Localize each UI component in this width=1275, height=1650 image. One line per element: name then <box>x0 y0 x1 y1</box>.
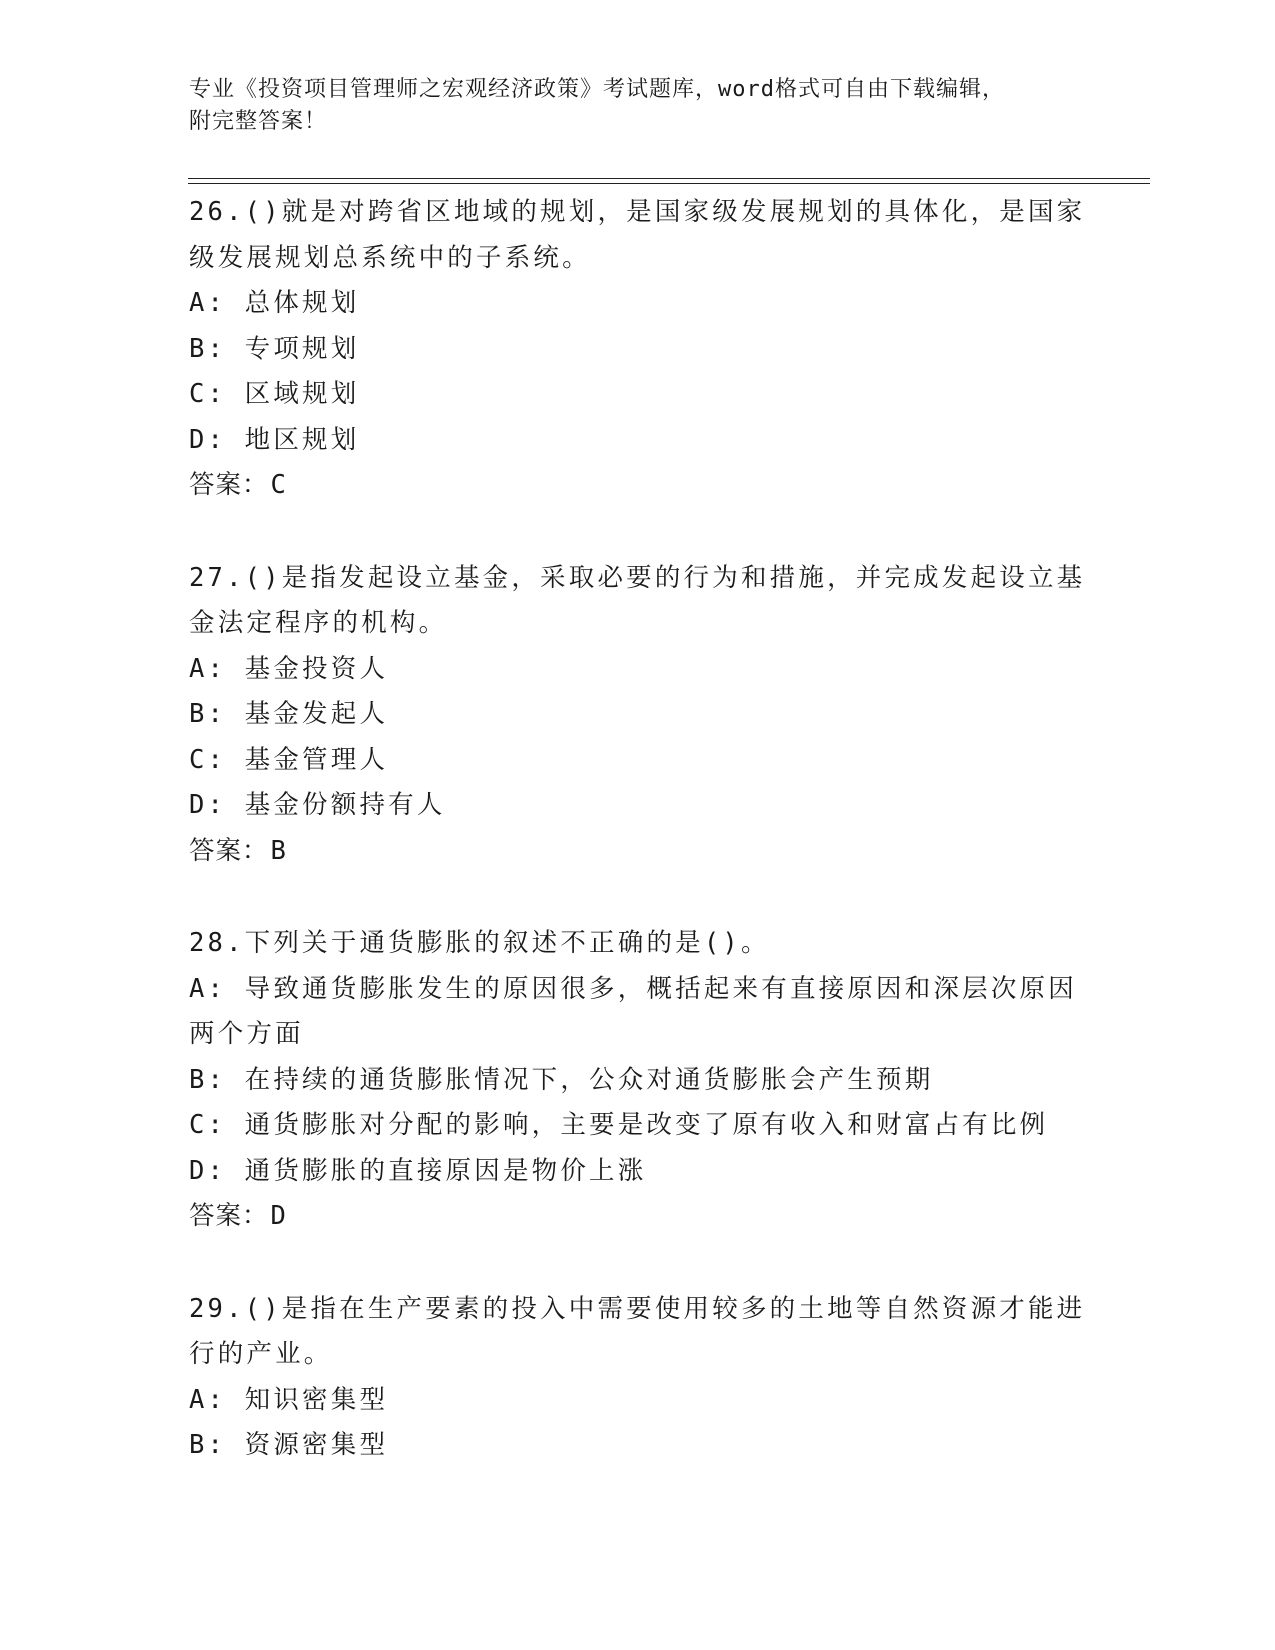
option-b: B: 资源密集型 <box>189 1430 389 1460</box>
answer-value: D <box>270 1201 287 1231</box>
question-26 <box>189 190 1089 509</box>
option-d: D: 基金份额持有人 <box>189 790 446 820</box>
option-a: A: 导致通货膨胀发生的原因很多，概括起来有直接原因和深层次原因两个方面 <box>189 973 1077 1049</box>
question-stem: 29.()是指在生产要素的投入中需要使用较多的土地等自然资源才能进行的产业。 <box>189 1293 1086 1369</box>
document-header <box>189 74 1089 138</box>
answer-value: B <box>270 835 287 866</box>
answer-value: C <box>270 470 287 500</box>
answer-label: 答案： <box>189 470 269 500</box>
option-b: B: 专项规划 <box>189 333 360 364</box>
question-27 <box>189 556 1089 875</box>
answer-label: 答案： <box>189 835 269 866</box>
answer-label: 答案： <box>189 1201 269 1231</box>
option-c: C: 基金管理人 <box>189 744 389 775</box>
header-divider-top <box>188 178 1150 179</box>
option-a: A: 知识密集型 <box>189 1384 389 1415</box>
option-a: A: 总体规划 <box>189 288 360 318</box>
question-list <box>189 190 1089 1516</box>
question-stem: 27.()是指发起设立基金，采取必要的行为和措施，并完成发起设立基金法定程序的机构。 <box>189 562 1086 638</box>
header-divider-bottom <box>188 183 1150 184</box>
header-line-1: 专业《投资项目管理师之宏观经济政策》考试题库，word格式可自由下载编辑， <box>189 77 1005 102</box>
answer-line <box>189 463 1089 509</box>
option-b: B: 基金发起人 <box>189 699 389 729</box>
option-a: A: 基金投资人 <box>189 653 389 684</box>
question-stem: 28.下列关于通货膨胀的叙述不正确的是()。 <box>189 928 770 958</box>
question-29 <box>189 1287 1089 1469</box>
option-c: C: 通货膨胀对分配的影响，主要是改变了原有收入和财富占有比例 <box>189 1110 1049 1140</box>
option-b: B: 在持续的通货膨胀情况下，公众对通货膨胀会产生预期 <box>189 1064 934 1095</box>
option-c: C: 区域规划 <box>189 379 360 409</box>
question-stem: 26.()就是对跨省区地域的规划，是国家级发展规划的具体化，是国家级发展规划总系统中的子系统。 <box>189 197 1086 273</box>
option-d: D: 地区规划 <box>189 424 360 455</box>
question-28 <box>189 921 1089 1240</box>
option-d: D: 通货膨胀的直接原因是物价上涨 <box>189 1155 647 1186</box>
answer-line <box>189 829 1089 875</box>
answer-line <box>189 1194 1089 1240</box>
header-line-2: 附完整答案！ <box>189 109 328 134</box>
